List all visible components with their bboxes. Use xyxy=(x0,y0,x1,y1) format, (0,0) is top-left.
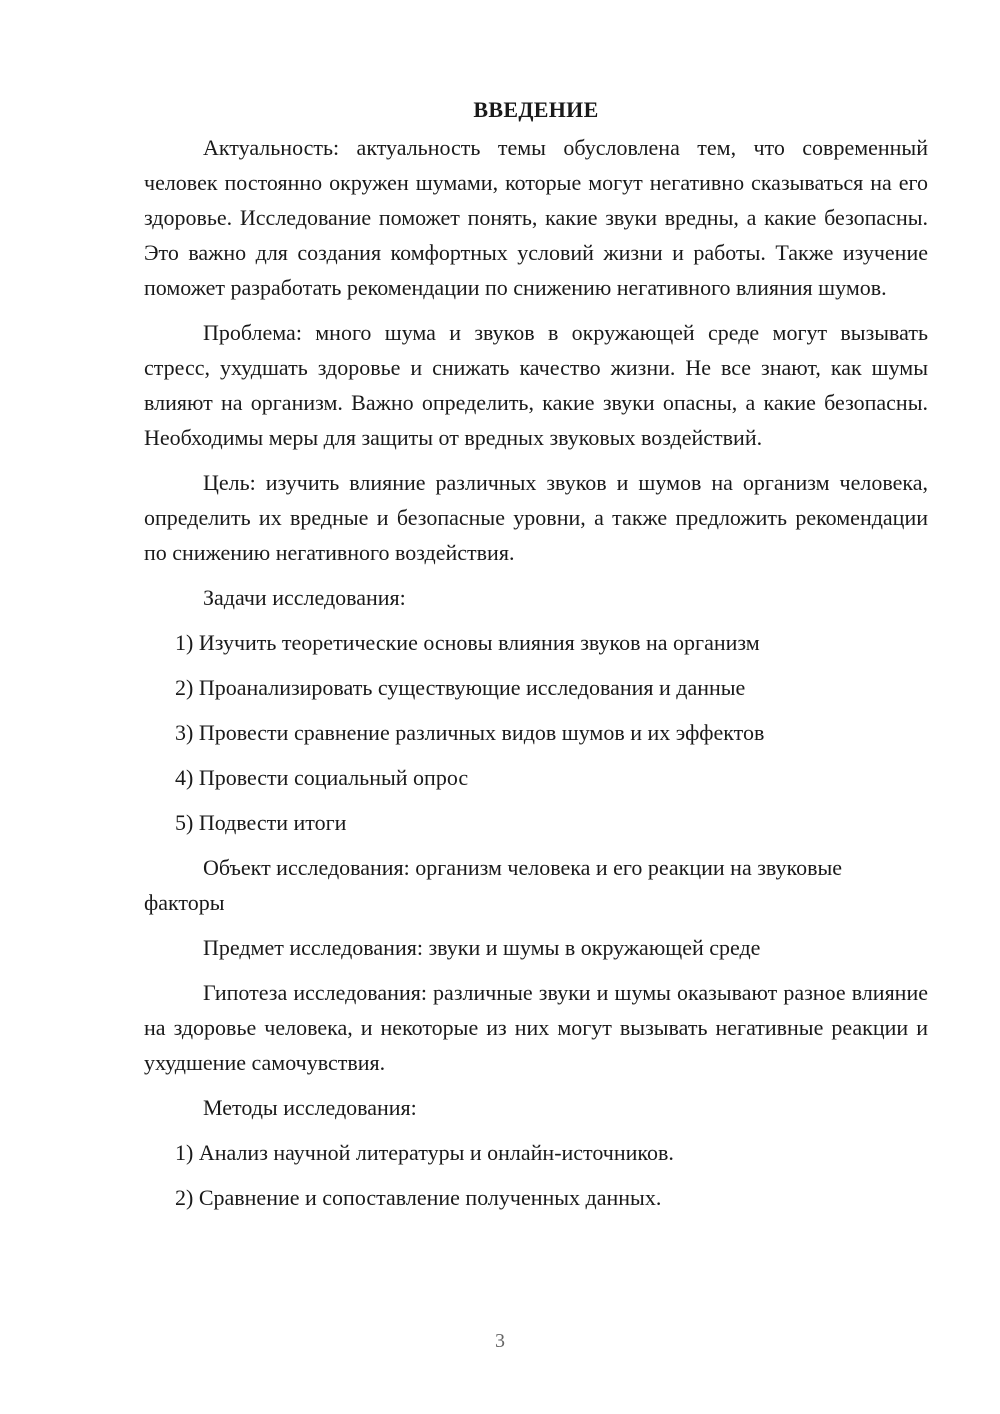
task-item: 2) Проанализировать существующие исследования и данные xyxy=(175,675,746,700)
page-number: 3 xyxy=(495,1330,505,1352)
task-item: 5) Подвести итоги xyxy=(175,810,347,835)
methods-heading: Методы исследования: xyxy=(203,1095,417,1120)
methods-list xyxy=(144,1135,928,1215)
object-paragraph: Объект исследования: организм человека и его реакции на звуковые факторы xyxy=(144,855,843,915)
method-item: 2) Сравнение и сопоставление полученных данных. xyxy=(175,1185,662,1210)
method-item: 1) Анализ научной литературы и онлайн-источников. xyxy=(175,1140,674,1165)
goal-paragraph: Цель: изучить влияние различных звуков и шумов на организм человека, определить их вредные и безопасные уровни, а также предложить рекомендации по снижению негативного воздействия. xyxy=(144,470,928,565)
tasks-list xyxy=(144,625,928,840)
page-content xyxy=(144,92,928,1225)
subject-paragraph: Предмет исследования: звуки и шумы в окружающей среде xyxy=(203,935,761,960)
hypothesis-paragraph: Гипотеза исследования: различные звуки и шумы оказывают разное влияние на здоровье человека, и некоторые из них могут вызывать негативные реакции и ухудшение самочувствия. xyxy=(144,980,928,1075)
task-item: 4) Провести социальный опрос xyxy=(175,765,469,790)
relevance-paragraph: Актуальность: актуальность темы обусловлена тем, что современный человек постоянно окружен шумами, которые могут негативно сказываться на его здоровье. Исследование поможет понять, какие звуки вредны, а какие безопасны. Это важно для создания комфортных условий жизни и работы. Также изучение поможет разработать рекомендации по снижению негативного влияния шумов. xyxy=(144,135,928,300)
task-item: 1) Изучить теоретические основы влияния звуков на организм xyxy=(175,630,760,655)
problem-paragraph: Проблема: много шума и звуков в окружающей среде могут вызывать стресс, ухудшать здоровье и снижать качество жизни. Не все знают, как шумы влияют на организм. Важно определить, какие звуки опасны, а какие безопасны. Необходимы меры для защиты от вредных звуковых воздействий. xyxy=(144,320,928,450)
section-title: ВВЕДЕНИЕ xyxy=(473,97,599,122)
task-item: 3) Провести сравнение различных видов шумов и их эффектов xyxy=(175,720,765,745)
tasks-heading: Задачи исследования: xyxy=(203,585,406,610)
